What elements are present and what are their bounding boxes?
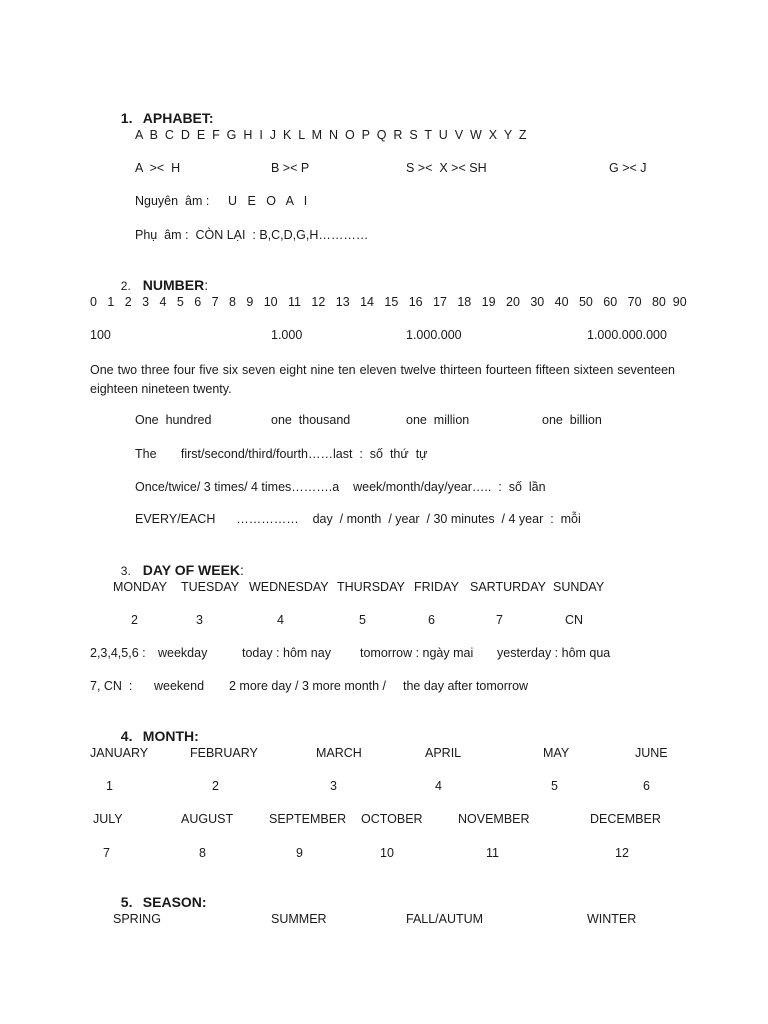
section-days-heading xyxy=(113,546,244,578)
ordinal-line: The first/second/third/fourth……last : số thứ tự xyxy=(135,447,428,461)
big-number: 1.000.000.000 xyxy=(587,328,667,342)
section-number: 4. xyxy=(120,728,133,744)
month-name: JUNE xyxy=(635,746,668,760)
month-name: JULY xyxy=(93,812,123,826)
month-number: 3 xyxy=(330,779,337,793)
season-name: SUMMER xyxy=(271,912,327,926)
month-number: 1 xyxy=(106,779,113,793)
month-name: NOVEMBER xyxy=(458,812,530,826)
section-number: 5. xyxy=(120,894,133,910)
section-season-heading xyxy=(113,878,207,910)
month-number: 5 xyxy=(551,779,558,793)
day-name: SARTURDAY xyxy=(470,580,546,594)
letter-pair: A >< H xyxy=(135,161,181,175)
season-name: WINTER xyxy=(587,912,637,926)
month-number: 4 xyxy=(435,779,442,793)
big-number: 1.000 xyxy=(271,328,303,342)
month-name: MAY xyxy=(543,746,570,760)
day-number: 5 xyxy=(359,613,366,627)
section-number: 1. xyxy=(120,110,133,126)
month-name: SEPTEMBER xyxy=(269,812,347,826)
day-number: 4 xyxy=(277,613,284,627)
month-number: 10 xyxy=(380,846,394,860)
section-title: DAY OF WEEK xyxy=(142,562,241,578)
big-number-word: one billion xyxy=(542,413,602,427)
alphabet-letters: A B C D E F G H I J K L M N O P Q R S T U V W X Y Z xyxy=(135,128,527,142)
month-number: 2 xyxy=(212,779,219,793)
day-number: CN xyxy=(565,613,584,627)
day-number: 6 xyxy=(428,613,435,627)
section-title: SEASON: xyxy=(142,894,207,910)
big-number-word: One hundred xyxy=(135,413,212,427)
every-line: EVERY/EACH …………… day / month / year / 30 minutes / 4 year : mỗi xyxy=(135,512,581,526)
month-name: AUGUST xyxy=(181,812,234,826)
month-name: FEBRUARY xyxy=(190,746,258,760)
section-title: APHABET: xyxy=(142,110,214,126)
section-alphabet-heading xyxy=(113,94,214,126)
month-number: 9 xyxy=(296,846,303,860)
letter-pair: S >< X >< SH xyxy=(406,161,487,175)
today-phrase: today : hôm nay xyxy=(242,646,331,660)
yesterday-phrase: yesterday : hôm qua xyxy=(497,646,611,660)
digits-line: 0 1 2 3 4 5 6 7 8 9 10 11 12 13 14 15 16 17 18 19 20 30 40 50 60 70 80 90 xyxy=(90,295,687,309)
consonants-line: Phụ âm : CÒN LẠI : B,C,D,G,H………… xyxy=(135,228,369,242)
section-title: NUMBER xyxy=(142,277,205,293)
month-name: MARCH xyxy=(316,746,362,760)
vowels-list: U E O A I xyxy=(228,194,308,208)
month-name: DECEMBER xyxy=(590,812,661,826)
weekend-label: 7, CN : xyxy=(90,679,133,693)
season-name: SPRING xyxy=(113,912,161,926)
vowels-label: Nguyên âm : xyxy=(135,194,210,208)
section-title: MONTH: xyxy=(142,728,199,744)
weekend-word: weekend xyxy=(154,679,205,693)
day-after-tomorrow-phrase: the day after tomorrow xyxy=(403,679,529,693)
times-line: Once/twice/ 3 times/ 4 times……….a week/month/day/year….. : số lần xyxy=(135,480,546,494)
day-name: WEDNESDAY xyxy=(249,580,329,594)
number-words-paragraph: One two three four five six seven eight nine ten eleven twelve thirteen fourteen fifteen sixteen seventeen eighteen nineteen twenty. xyxy=(90,363,675,396)
day-number: 3 xyxy=(196,613,203,627)
day-number: 7 xyxy=(496,613,503,627)
section-colon: : xyxy=(204,277,209,293)
season-name: FALL/AUTUM xyxy=(406,912,484,926)
big-number-word: one million xyxy=(406,413,470,427)
day-name: FRIDAY xyxy=(414,580,459,594)
big-number-word: one thousand xyxy=(271,413,351,427)
big-number: 1.000.000 xyxy=(406,328,462,342)
weekday-label: 2,3,4,5,6 : xyxy=(90,646,146,660)
month-name: OCTOBER xyxy=(361,812,423,826)
month-name: JANUARY xyxy=(90,746,149,760)
weekday-word: weekday xyxy=(158,646,208,660)
section-colon: : xyxy=(240,562,244,578)
month-name: APRIL xyxy=(425,746,462,760)
month-number: 6 xyxy=(643,779,650,793)
month-number: 8 xyxy=(199,846,206,860)
big-number: 100 xyxy=(90,328,111,342)
month-number: 12 xyxy=(615,846,629,860)
more-day-phrase: 2 more day / 3 more month / xyxy=(229,679,387,693)
section-number-heading xyxy=(113,261,208,293)
day-number: 2 xyxy=(131,613,138,627)
month-number: 11 xyxy=(486,846,499,860)
section-number: 2. xyxy=(120,279,131,293)
section-number: 3. xyxy=(120,564,131,578)
tomorrow-phrase: tomorrow : ngày mai xyxy=(360,646,474,660)
day-name: MONDAY xyxy=(113,580,167,594)
day-name: SUNDAY xyxy=(553,580,605,594)
day-name: TUESDAY xyxy=(181,580,240,594)
letter-pair: B >< P xyxy=(271,161,310,175)
section-month-heading xyxy=(113,712,199,744)
day-name: THURSDAY xyxy=(337,580,405,594)
letter-pair: G >< J xyxy=(609,161,647,175)
month-number: 7 xyxy=(103,846,110,860)
